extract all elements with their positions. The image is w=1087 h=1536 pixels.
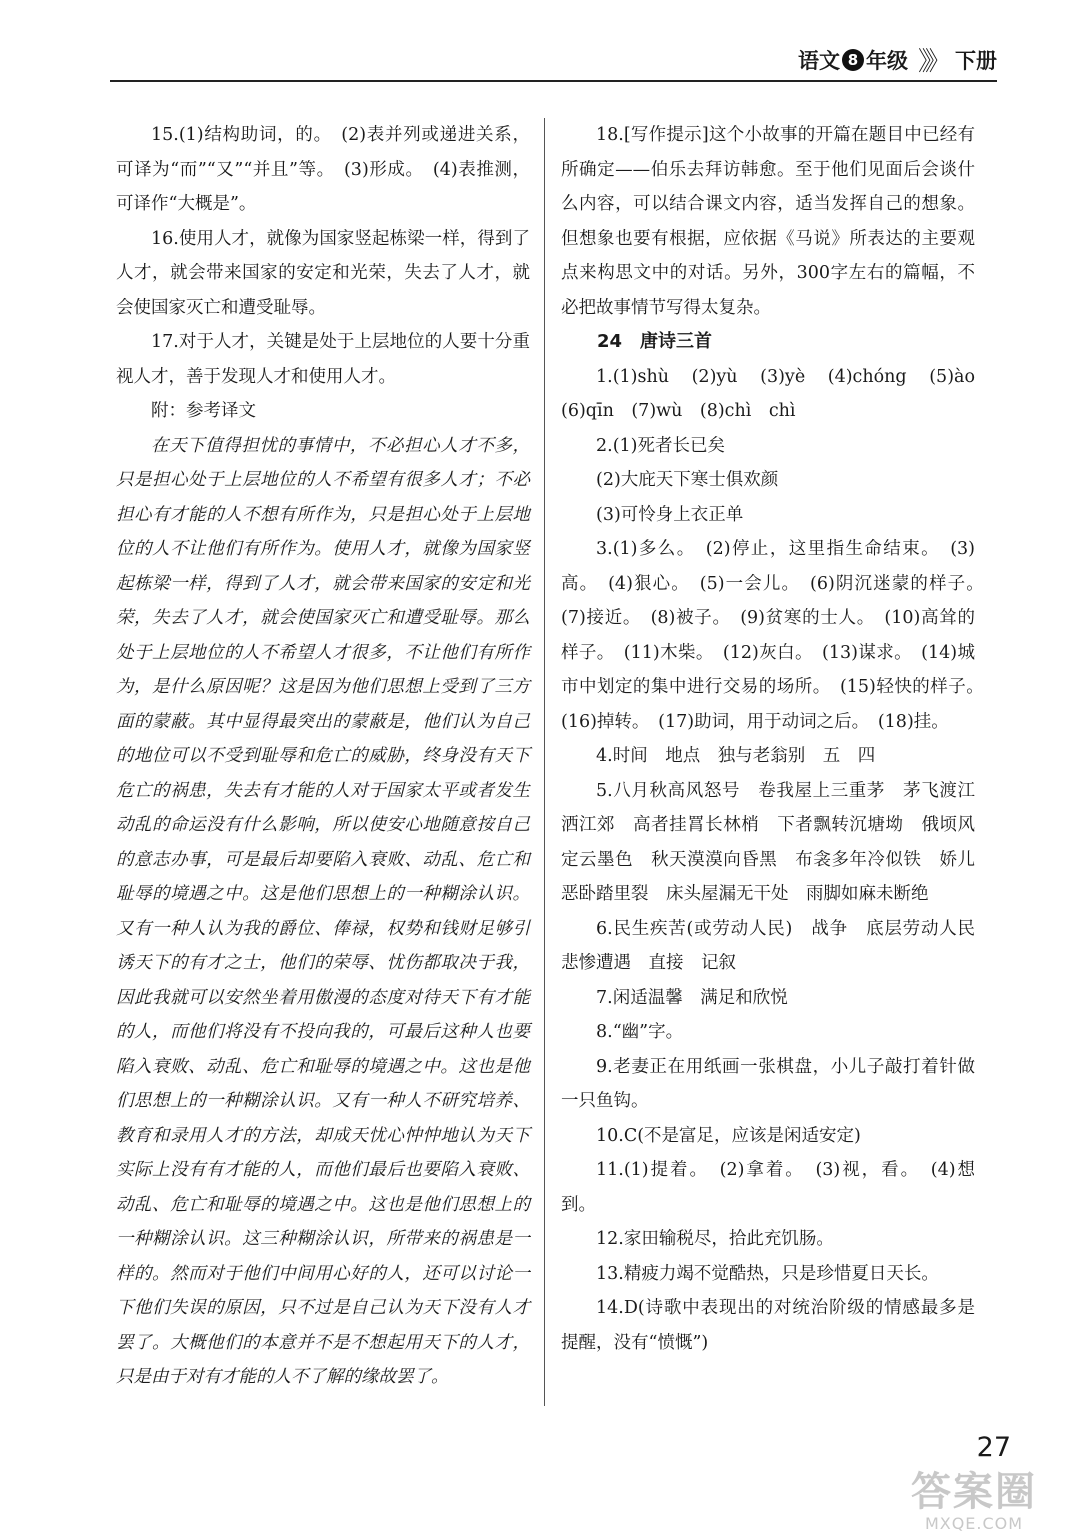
right-column bbox=[561, 118, 993, 1360]
page-header bbox=[110, 47, 997, 82]
column-divider bbox=[544, 118, 545, 1406]
answer-15: 15.(1)结构助词，的。 (2)表并列或递进关系，可译为“而”“又”“并且”等。 (3)形成。 (4)表推测，可译作“大概是”。 bbox=[116, 125, 530, 214]
answer-item: 4.时间 地点 独与老翁别 五 四 bbox=[596, 746, 876, 766]
watermark-url: MXQE.COM bbox=[924, 1514, 1024, 1533]
grade-label: 年级 bbox=[865, 48, 908, 73]
answer-item: (3)可怜身上衣正单 bbox=[596, 504, 744, 525]
subject-label: 语文 bbox=[797, 48, 840, 73]
answer-item: 3.(1)多么。 (2)停止，这里指生命结束。 (3)高。 (4)狠心。 (5)一会儿。 (6)阴沉迷蒙的样子。 (7)接近。 (8)被子。 (9)贫寒的士人。 (10)高耸的样子。 (11)木柴。 (12)灰白。 (13)谋求。 (14)城市中划定的集中进行交易的场所。 (15)轻快的样子。 (16)掉转。 (17)助词，用于动词之后。 (18)挂。 bbox=[561, 539, 993, 732]
header-rule bbox=[110, 80, 997, 82]
page-number: 27 bbox=[976, 1432, 1011, 1463]
answer-18: 18.[写作提示]这个小故事的开篇在题目中已经有所确定——伯乐去拜访韩愈。至于他们见面后会谈什么内容，可以结合课文内容，适当发挥自己的想象。但想象也要有根据，应依据《马说》所表达的主要观点来构思文中的对话。另外，300字左右的篇幅，不必把故事情节写得太复杂。 bbox=[561, 125, 975, 318]
answer-17: 17.对于人才，关键是处于上层地位的人要十分重视人才，善于发现人才和使用人才。 bbox=[116, 332, 530, 387]
answer-item: (2)大庇天下寒士俱欢颜 bbox=[596, 470, 779, 490]
watermark-logo: 答案圈 bbox=[911, 1469, 1037, 1515]
answer-item: 1.(1)shù (2)yù (3)yè (4)chóng (5)ào (6)qīn (7)wù (8)chì chì bbox=[561, 366, 993, 421]
answer-item: 8.“幽”字。 bbox=[596, 1022, 684, 1042]
answer-item: 11.(1)提着。 (2)拿着。 (3)视，看。 (4)想到。 bbox=[561, 1160, 975, 1215]
book-title bbox=[798, 41, 997, 78]
answer-item: 2.(1)死者长已矣 bbox=[596, 435, 725, 456]
answer-item: 13.精疲力竭不觉酷热，只是珍惜夏日天长。 bbox=[596, 1263, 939, 1284]
answer-list bbox=[561, 360, 993, 1361]
reference-translation: 在天下值得担忧的事情中，不必担心人才不多，只是担心处于上层地位的人不希望有很多人才；不必担心有才能的人不想有所作为，只是担心处于上层地位的人不让他们有所作为。使用人才，就像为国家竖起栋梁一样，得到了人才，就会带来国家的安定和光荣，失去了人才，就会使国家灭亡和遭受耻辱。那么处于上层地位的人不希望人才很多，不让他们有所作为，是什么原因呢？这是因为他们思想上受到了三方面的蒙蔽。其中显得最突出的蒙蔽是，他们认为自己的地位可以不受到耻辱和危亡的威胁，终身没有天下危亡的祸患，失去有才能的人对于国家太平或者发生动乱的命运没有什么影响，所以使安心地随意按自己的意志办事，可是最后却要陷入衰败、动乱、危亡和耻辱的境遇之中。这是他们思想上的一种糊涂认识。又有一种人认为我的爵位、俸禄，权势和钱财足够引诱天下的有才之士，他们的荣辱、忧伤都取决于我，因此我就可以安然坐着用傲漫的态度对待天下有才能的人，而他们将没有不投向我的，可最后这种人也要陷入衰败、动乱、危亡和耻辱的境遇之中。这也是他们思想上的一种糊涂认识。又有一种人不研究培养、教育和录用人才的方法，却成天忧心忡忡地认为天下实际上没有有才能的人，而他们最后也要陷入衰败、动乱、危亡和耻辱的境遇之中。这也是他们思想上的一种糊涂认识。这三种糊涂认识，所带来的祸患是一样的。然而对于他们中间用心好的人，还可以讨论一下他们失误的原因，只不过是自己认为天下没有人才罢了。大概他们的本意并不是不想起用天下的人才，只是由于对有才能的人不了解的缘故罢了。 bbox=[116, 435, 530, 1387]
answer-item: 5.八月秋高风怒号 卷我屋上三重茅 茅飞渡江洒江郊 高者挂罥长林梢 下者飘转沉塘坳 俄顷风定云墨色 秋天漠漠向昏黑 布衾多年冷似铁 娇儿恶卧踏里裂 床头屋漏无干处 雨脚如麻未断绝 bbox=[561, 780, 975, 904]
answer-item: 14.D(诗歌中表现出的对统治阶级的情感最多是提醒，没有“愤慨”) bbox=[561, 1298, 975, 1353]
grade-badge: 8 bbox=[842, 49, 864, 71]
watermark bbox=[879, 1470, 1069, 1536]
section-title: 24 唐诗三首 bbox=[597, 331, 713, 352]
double-chevron-icon: 》》 bbox=[917, 47, 945, 77]
left-column bbox=[116, 118, 530, 1395]
answer-16: 16.使用人才，就像为国家竖起栋梁一样，得到了人才，就会带来国家的安定和光荣，失去了人才，就会使国家灭亡和遭受耻辱。 bbox=[116, 228, 530, 318]
answer-item: 6.民生疾苦(或劳动人民) 战争 底层劳动人民悲惨遭遇 直接 记叙 bbox=[561, 918, 975, 973]
volume-label: 下册 bbox=[955, 48, 997, 73]
answer-item: 9.老妻正在用纸画一张棋盘，小儿子敲打着针做一只鱼钩。 bbox=[561, 1056, 975, 1111]
answer-item: 10.C(不是富足，应该是闲适安定) bbox=[596, 1125, 861, 1146]
appendix-label: 附：参考译文 bbox=[151, 401, 256, 421]
answer-item: 7.闲适温馨 满足和欣悦 bbox=[596, 987, 788, 1008]
answer-item: 12.家田输税尽，拾此充饥肠。 bbox=[596, 1229, 834, 1249]
